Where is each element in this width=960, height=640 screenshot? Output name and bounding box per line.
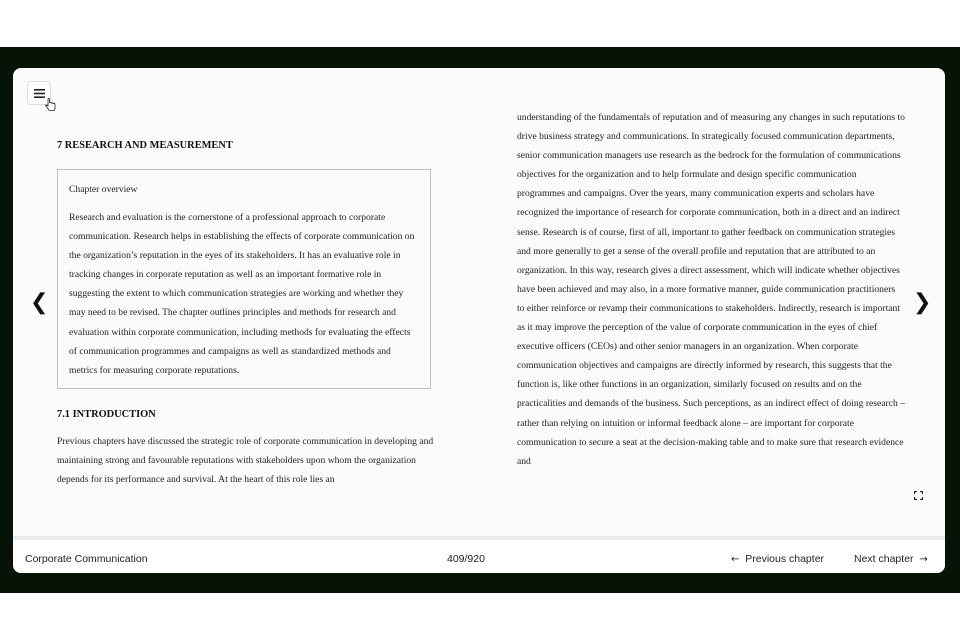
page-indicator: 409/920 — [447, 553, 485, 565]
reader-panel — [13, 68, 945, 573]
reader-footer — [13, 536, 945, 573]
overview-title: Chapter overview — [69, 184, 138, 195]
overview-text: Research and evaluation is the cornerstone of a professional approach to corporate communication. Research helps in establishing the effects of corporate communication on the organization’s reputation in the eyes of its stakeholders. It has an evaluative role in tracking changes in corporate reputation as well as an important formative role in suggesting the extent to which communication strategies are working and whether they may need to be revised. The chapter outlines principles and methods for research and evaluation within corporate communication, including methods for evaluating the effects of communication programmes and campaigns as well as standardized methods and metrics for measuring corporate reputations. — [69, 212, 415, 376]
left-page — [57, 132, 435, 489]
next-page-arrow[interactable]: ❯ — [913, 290, 932, 315]
section-heading: 7.1 INTRODUCTION — [57, 408, 156, 420]
intro-paragraph: Previous chapters have discussed the strategic role of corporate communication in developing and maintaining strong and favourable reputations with stakeholders upon whom the organization depends for its performance and survival. At the heart of this role lies an — [57, 435, 434, 486]
hamburger-icon — [34, 89, 45, 98]
mouse-cursor-icon — [45, 98, 56, 111]
previous-page-arrow[interactable]: ❮ — [30, 290, 49, 315]
previous-chapter-label: Previous chapter — [745, 553, 825, 565]
book-title: Corporate Communication — [25, 553, 148, 565]
previous-chapter-button[interactable] — [731, 553, 824, 565]
right-page — [517, 108, 905, 471]
chapter-heading: 7 RESEARCH AND MEASUREMENT — [57, 140, 233, 151]
arrow-right-icon: → — [919, 554, 928, 565]
right-page-paragraph: understanding of the fundamentals of reputation and of measuring any changes in such reputations to drive business strategy and communications. In strategically focused communication departments, senior communication managers use research as the bedrock for the formulation of communications objectives for the organization and to help formulate and design specific communication programmes and campaigns. Over the years, many communication experts and scholars have recognized the importance of research for corporate communication, both in a direct and an indirect sense. Research is of course, first of all, important to gather feedback on communication strategies and more generally to get a sense of the overall profile and reputation that are attributed to an organization. In this way, research gives a direct assessment, which will indicate whether objectives have been achieved and may also, in a more formative manner, guide communication practitioners to either reinforce or revamp their communications to stakeholders. Indirectly, research is important as it may improve the perception of the value of corporate communication in the eyes of chief executive officers (CEOs) and other senior managers in an organization. When corporate communication objectives and campaigns are directly informed by research, this suggests that the function is, like other functions in an organization, similarly focused on results and on the practicalities and demands of the business. Such perceptions, as an indirect effect of doing research – rather than relying on intuition or informal feedback alone – are important for corporate communication to secure a seat at the decision-making table and to make sure that research evidence and — [517, 112, 905, 467]
fullscreen-icon[interactable] — [914, 491, 923, 500]
next-chapter-button[interactable] — [854, 553, 928, 565]
chapter-overview-box — [57, 169, 431, 389]
arrow-left-icon: ← — [731, 554, 740, 565]
next-chapter-label: Next chapter — [854, 553, 914, 565]
